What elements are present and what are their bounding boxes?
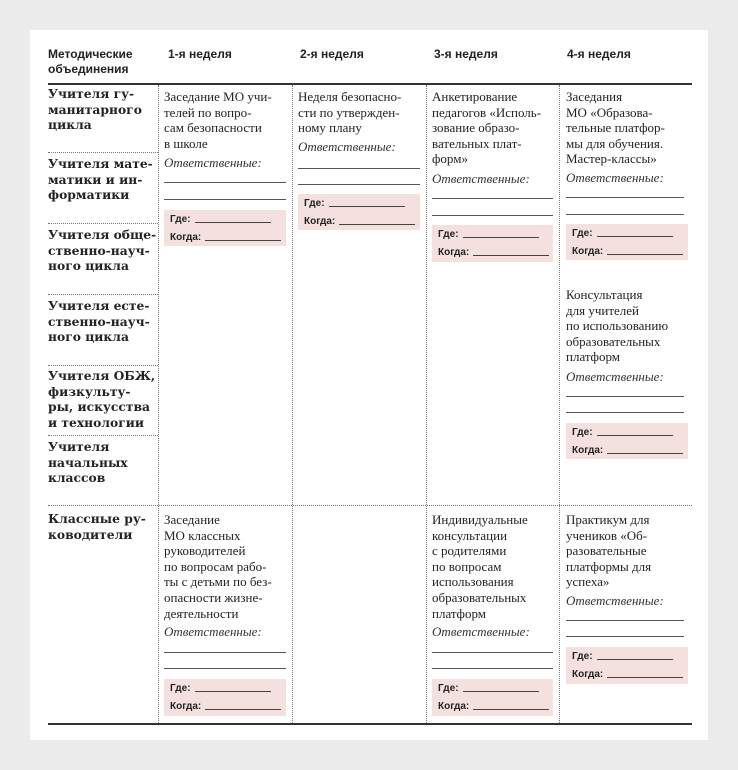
when-label: Когда: — [572, 445, 604, 456]
responsible-line — [164, 652, 286, 653]
responsible-line — [566, 396, 684, 397]
event-w4-top: Заседания МО «Образова- тельные платфор- мы для обучения. Мастер-классы» — [566, 89, 665, 167]
where-when-box — [164, 210, 286, 246]
header-rule — [48, 83, 692, 85]
column-divider — [292, 85, 293, 723]
when-line — [205, 240, 281, 241]
group-humanities: Учителя гу- манитарного цикла — [48, 86, 142, 132]
row-divider — [48, 294, 158, 295]
where-label: Где: — [170, 683, 191, 694]
when-label: Когда: — [170, 232, 202, 243]
when-label: Когда: — [572, 669, 604, 680]
row-divider — [48, 223, 158, 224]
where-label: Где: — [438, 683, 459, 694]
where-line — [195, 222, 271, 223]
event-w1-bottom: Заседание МО классных руководителей по вопросам рабо- ты с детьми по без- опасности жизне- деятельности — [164, 512, 272, 621]
when-label: Когда: — [170, 701, 202, 712]
column-divider — [559, 85, 560, 723]
row-divider — [48, 435, 158, 436]
header-week-2: 2-я неделя — [300, 47, 364, 61]
responsible-label: Ответственные: — [566, 170, 664, 185]
column-divider — [426, 85, 427, 723]
where-line — [463, 237, 539, 238]
row-divider — [48, 365, 158, 366]
responsible-line — [432, 215, 553, 216]
where-label: Где: — [438, 229, 459, 240]
responsible-line — [164, 199, 286, 200]
group-primary: Учителя начальных классов — [48, 439, 128, 485]
event-w3-bottom: Индивидуальные консультации с родителями по вопросам использования образовательных платформ — [432, 512, 528, 621]
where-line — [195, 691, 271, 692]
where-line — [597, 435, 673, 436]
where-when-box — [432, 679, 553, 716]
responsible-line — [566, 620, 684, 621]
group-obzh-pe-arts: Учителя ОБЖ, физкульту- ры, искусства и технологии — [48, 368, 156, 430]
section-divider — [48, 505, 692, 506]
responsible-line — [432, 198, 553, 199]
header-week-4: 4-я неделя — [567, 47, 631, 61]
event-w2-top: Неделя безопасно- сти по утвержден- ному плану — [298, 89, 402, 136]
where-label: Где: — [304, 198, 325, 209]
when-label: Когда: — [438, 247, 470, 258]
where-when-box — [164, 679, 286, 716]
responsible-line — [432, 668, 553, 669]
when-line — [473, 709, 549, 710]
where-line — [597, 659, 673, 660]
where-line — [463, 691, 539, 692]
responsible-line — [164, 668, 286, 669]
when-label: Когда: — [572, 246, 604, 257]
bottom-rule — [48, 723, 692, 725]
when-line — [607, 677, 683, 678]
where-label: Где: — [572, 427, 593, 438]
responsible-label: Ответственные: — [566, 369, 664, 384]
responsible-line — [566, 412, 684, 413]
responsible-line — [566, 636, 684, 637]
responsible-line — [566, 197, 684, 198]
schedule-sheet — [30, 30, 708, 740]
event-w3-top: Анкетирование педагогов «Исполь- зование образо- вательных плат- форм» — [432, 89, 542, 167]
header-week-1: 1-я неделя — [168, 47, 232, 61]
responsible-line — [566, 214, 684, 215]
where-line — [329, 206, 405, 207]
when-label: Когда: — [438, 701, 470, 712]
where-when-box — [566, 647, 688, 684]
when-label: Когда: — [304, 216, 336, 227]
when-line — [205, 709, 281, 710]
responsible-line — [298, 184, 420, 185]
responsible-label: Ответственные: — [432, 171, 530, 186]
group-natural-science: Учителя есте- ственно-науч- ного цикла — [48, 298, 150, 344]
responsible-label: Ответственные: — [566, 593, 664, 608]
where-when-box — [298, 194, 420, 230]
responsible-line — [164, 182, 286, 183]
responsible-line — [298, 168, 420, 169]
event-w4-mid: Консультация для учителей по использованию образовательных платформ — [566, 287, 669, 365]
where-when-box — [566, 224, 688, 260]
where-when-box — [566, 423, 688, 459]
when-line — [607, 453, 683, 454]
event-w4-bottom: Практикум для учеников «Об- разовательные платформы для успеха» — [566, 512, 652, 590]
row-divider — [48, 152, 158, 153]
header-groups: Методические объединения — [48, 47, 133, 76]
header-week-3: 3-я неделя — [434, 47, 498, 61]
responsible-line — [432, 652, 553, 653]
responsible-label: Ответственные: — [432, 624, 530, 639]
where-label: Где: — [572, 228, 593, 239]
group-math-informatics: Учителя мате- матики и ин- форматики — [48, 156, 153, 202]
where-label: Где: — [572, 651, 593, 662]
where-when-box — [432, 225, 553, 262]
when-line — [607, 254, 683, 255]
responsible-label: Ответственные: — [298, 139, 396, 154]
responsible-label: Ответственные: — [164, 155, 262, 170]
event-w1-top: Заседание МО учи- телей по вопро- сам безопасности в школе — [164, 89, 272, 151]
when-line — [473, 255, 549, 256]
where-label: Где: — [170, 214, 191, 225]
where-line — [597, 236, 673, 237]
when-line — [339, 224, 415, 225]
group-social-science: Учителя обще- ственно-науч- ного цикла — [48, 227, 157, 273]
group-class-teachers: Классные ру- ководители — [48, 511, 146, 542]
responsible-label: Ответственные: — [164, 624, 262, 639]
